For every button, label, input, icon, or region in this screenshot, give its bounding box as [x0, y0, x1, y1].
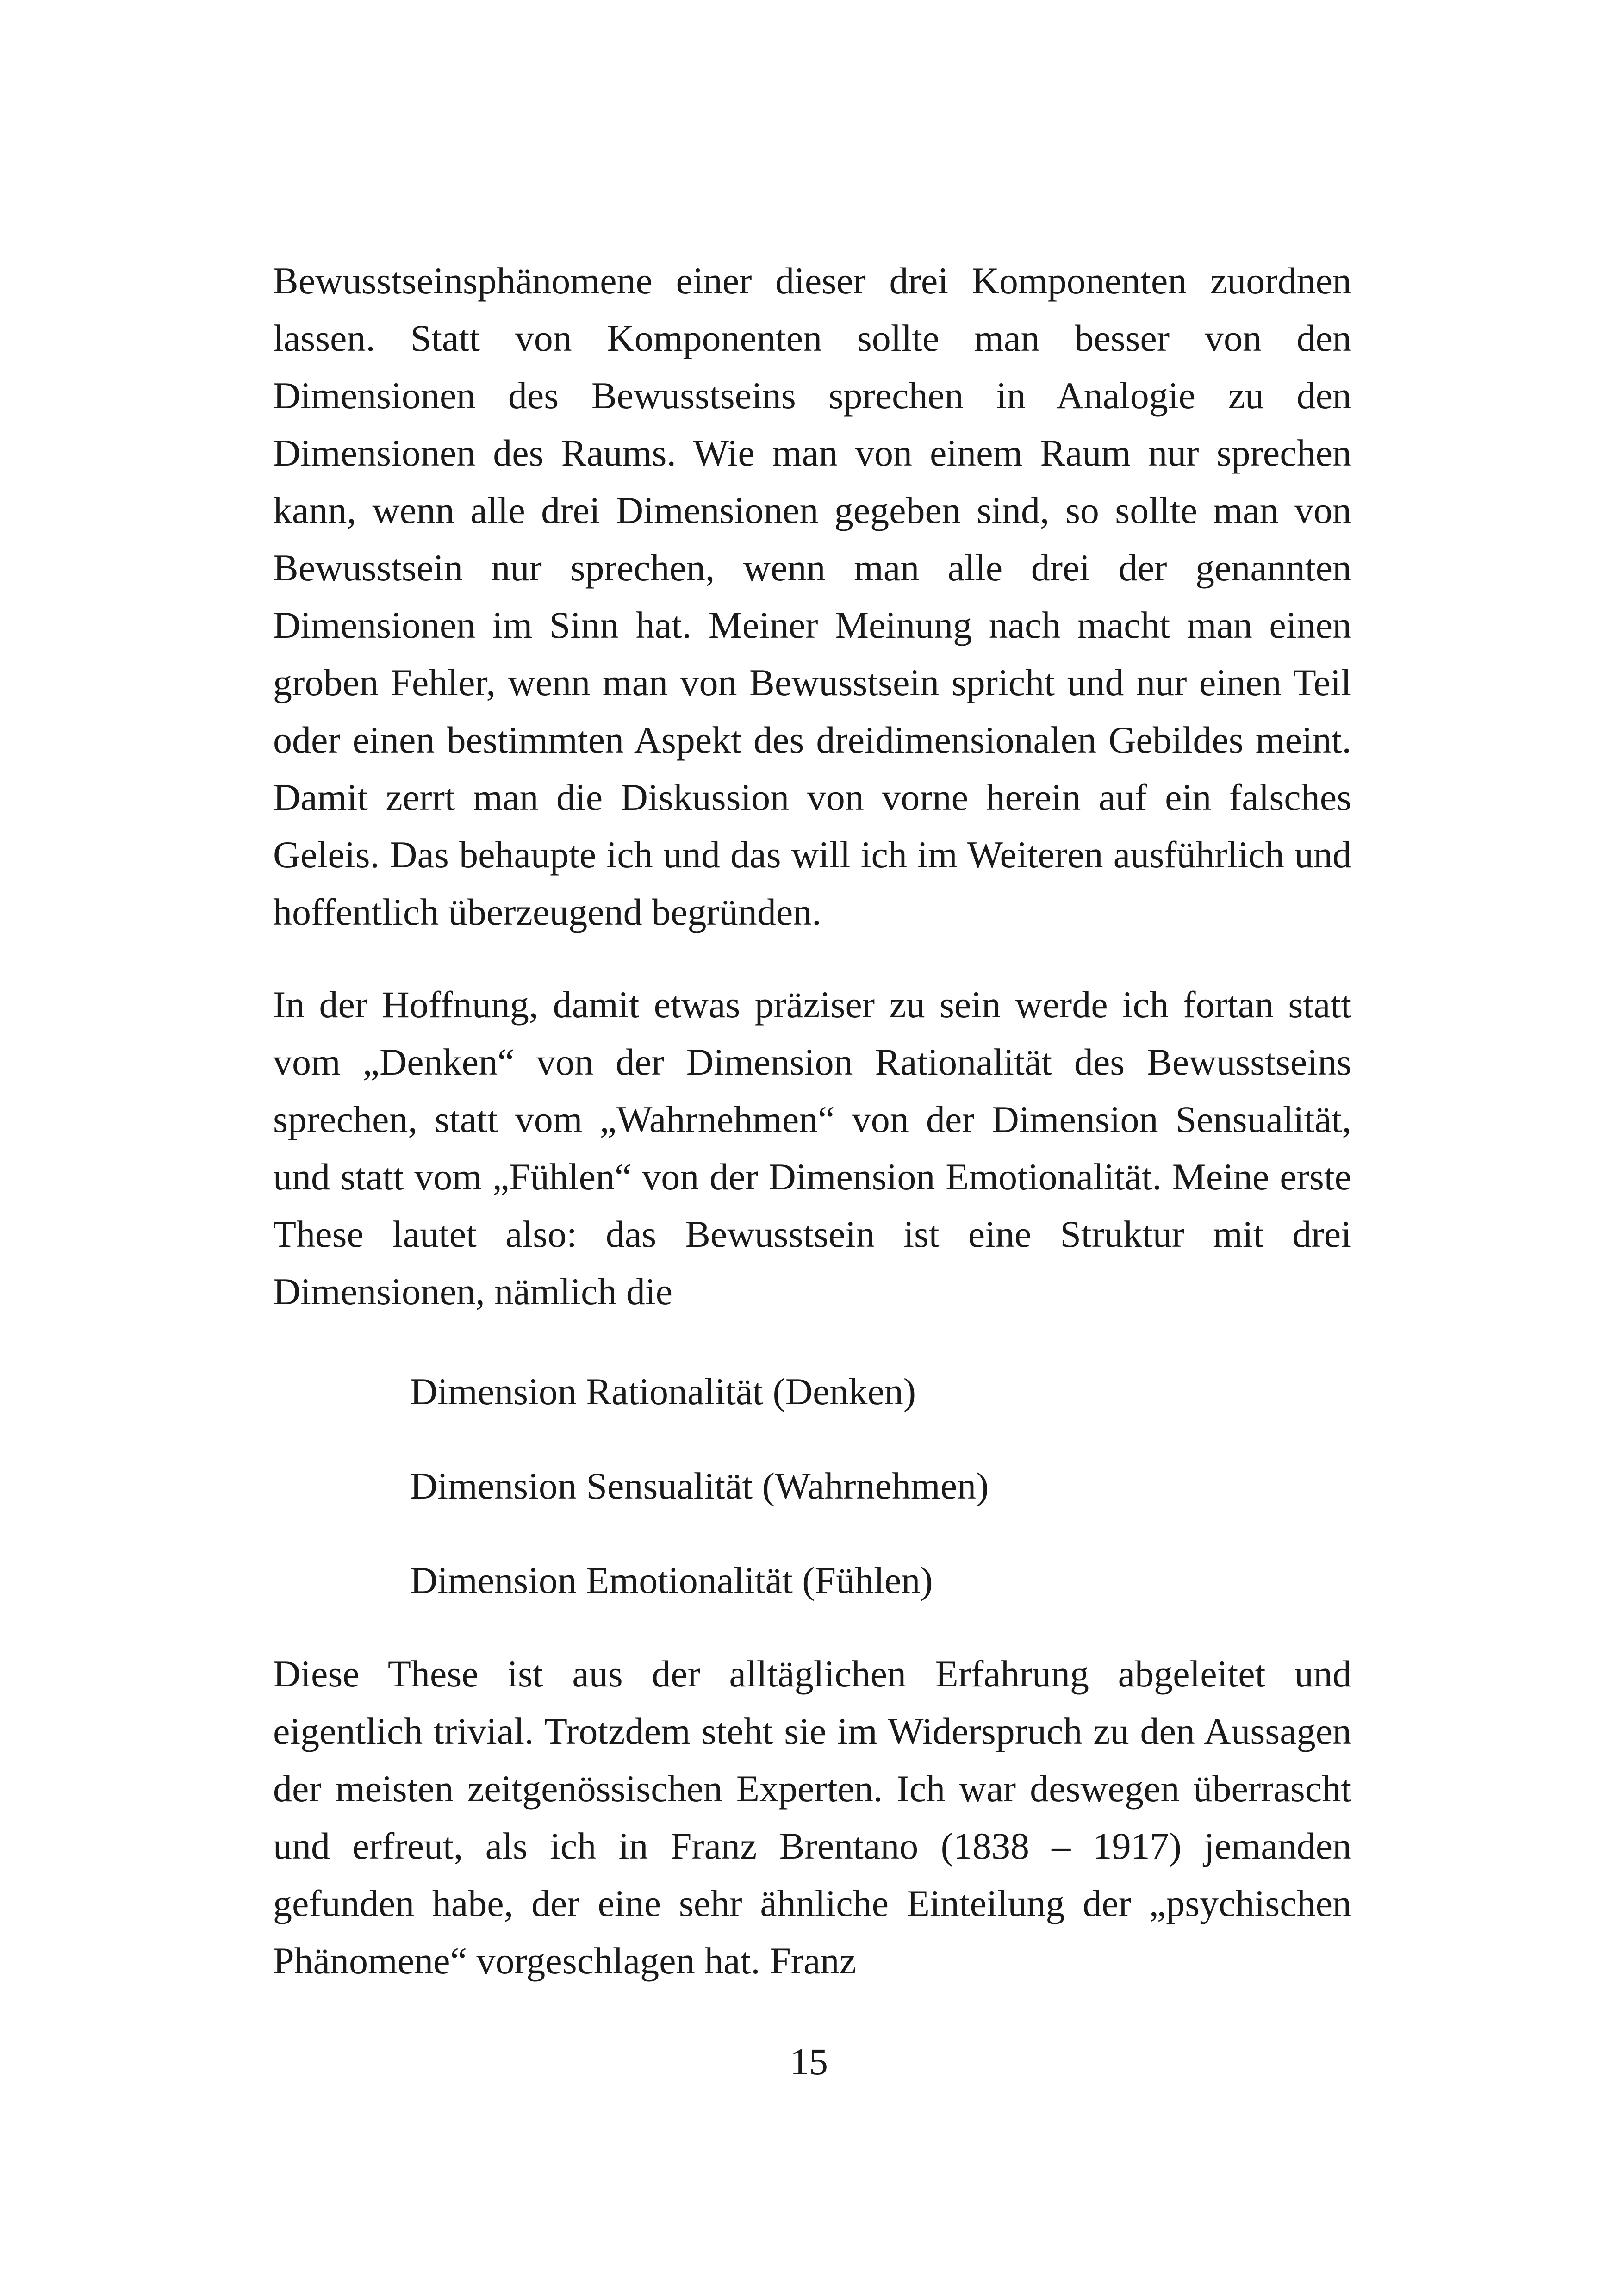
paragraph: In der Hoffnung, damit etwas präziser zu sein werde ich fortan statt vom „Denken“ von der Dimension Rationalität des Bewusstseins sprechen, statt vom „Wahrnehmen“ von der Dimension Sensualität, und statt vom „Fühlen“ von der Dimension Emotionalität. Meine erste These lautet also: das Bewusstsein ist eine Struktur mit drei Dimensionen, nämlich die: [273, 983, 1351, 1313]
dimension-item-emotionality: Dimension Emotionalität (Fühlen): [410, 1559, 933, 1601]
page-number: 15: [790, 2041, 828, 2083]
dimension-list: [410, 1363, 1351, 1609]
paragraph: Bewusstseinsphänomene einer dieser drei Komponenten zuordnen lassen. Statt von Komponenten sollte man besser von den Dimensionen des Bewusstseins sprechen in Analogie zu den Dimensionen des Raums. Wie man von einem Raum nur sprechen kann, wenn alle drei Dimensionen gegeben sind, so sollte man von Bewusstsein nur sprechen, wenn man alle drei der genannten Dimensionen im Sinn hat. Meiner Meinung nach macht man einen groben Fehler, wenn man von Bewusstsein spricht und nur einen Teil oder einen bestimmten Aspekt des dreidimensionalen Gebildes meint. Damit zerrt man die Diskussion von vorne herein auf ein falsches Geleis. Das behaupte ich und das will ich im Weiteren ausführlich und hoffentlich überzeugend begründen.: [273, 260, 1351, 933]
body-text: [273, 252, 1351, 1990]
dimension-item-rationality: Dimension Rationalität (Denken): [410, 1370, 916, 1412]
paragraph: Diese These ist aus der alltäglichen Erfahrung abgeleitet und eigentlich trivial. Trotzdem steht sie im Widerspruch zu den Aussagen der meisten zeitgenössischen Experten. Ich war deswegen überrascht und erfreut, als ich in Franz Brentano (1838 – 1917) jemanden gefunden habe, der eine sehr ähnliche Einteilung der „psychischen Phänomene“ vorgeschlagen hat. Franz: [273, 1653, 1351, 1982]
dimension-item-sensuality: Dimension Sensualität (Wahrnehmen): [410, 1465, 989, 1507]
